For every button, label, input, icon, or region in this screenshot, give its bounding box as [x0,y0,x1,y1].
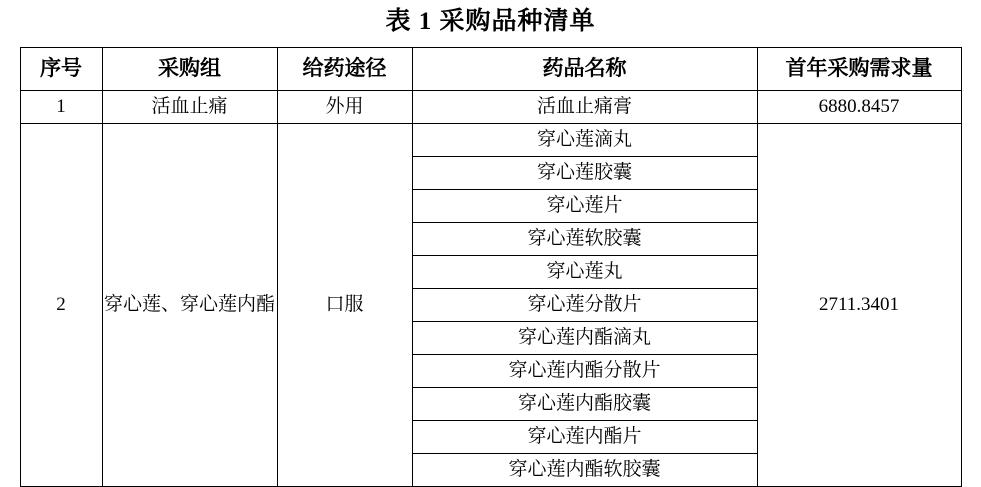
column-header-quantity: 首年采购需求量 [757,47,961,90]
cell-quantity: 6880.8457 [757,90,961,123]
table-body [20,90,961,486]
cell-group: 穿心莲、穿心莲内酯 [102,123,277,486]
table-header [20,47,961,90]
cell-drug-name: 穿心莲片 [412,189,757,222]
cell-route: 外用 [277,90,412,123]
cell-group: 活血止痛 [102,90,277,123]
column-header-drug-name: 药品名称 [412,47,757,90]
cell-drug-name: 穿心莲丸 [412,255,757,288]
column-header-route: 给药途径 [277,47,412,90]
column-header-seq: 序号 [20,47,102,90]
table-row [20,123,961,156]
column-header-group: 采购组 [102,47,277,90]
cell-drug-name: 穿心莲软胶囊 [412,222,757,255]
cell-drug-name: 穿心莲分散片 [412,288,757,321]
table-header-row [20,47,961,90]
cell-drug-name: 穿心莲内酯分散片 [412,354,757,387]
cell-drug-name: 穿心莲内酯片 [412,420,757,453]
cell-drug-name: 穿心莲内酯软胶囊 [412,453,757,486]
cell-drug-name: 穿心莲内酯胶囊 [412,387,757,420]
cell-seq: 1 [20,90,102,123]
page-title: 表 1 采购品种清单 [385,8,596,35]
cell-route: 口服 [277,123,412,486]
cell-drug-name: 活血止痛膏 [412,90,757,123]
table-row [20,90,961,123]
cell-drug-name: 穿心莲滴丸 [412,123,757,156]
cell-quantity: 2711.3401 [757,123,961,486]
cell-drug-name: 穿心莲胶囊 [412,156,757,189]
cell-drug-name: 穿心莲内酯滴丸 [412,321,757,354]
purchase-list-table [20,47,962,487]
cell-seq: 2 [20,123,102,486]
